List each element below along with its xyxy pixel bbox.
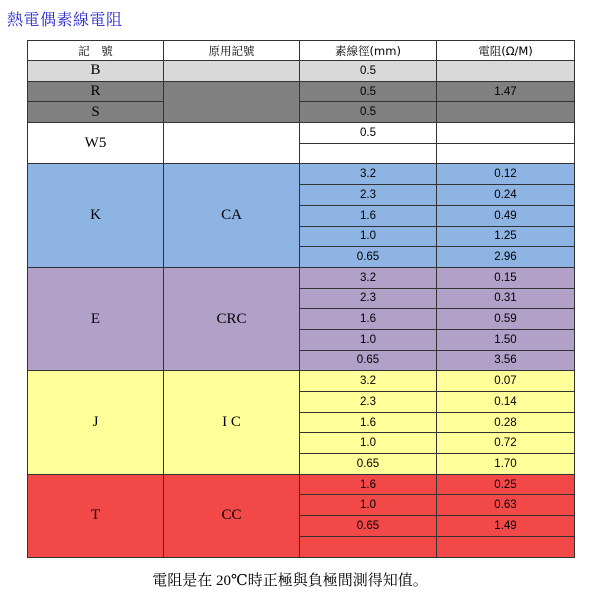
legacy-code — [164, 61, 300, 82]
header-code: 記 號 — [28, 41, 164, 61]
header-resistance: 電阻(Ω/M) — [437, 41, 575, 61]
legacy-code: CA — [164, 164, 300, 267]
thermocouple-code: W5 — [28, 123, 164, 164]
resistance-cell — [437, 123, 575, 144]
table-row — [28, 81, 575, 102]
thermocouple-code: B — [28, 61, 164, 82]
wire-diameter-cell: 0.5 — [300, 123, 437, 144]
resistance-cell: 0.72 — [437, 433, 575, 454]
resistance-table — [27, 40, 575, 558]
resistance-cell: 1.50 — [437, 329, 575, 350]
thermocouple-code: K — [28, 164, 164, 267]
resistance-cell: 0.07 — [437, 371, 575, 392]
resistance-cell: 0.12 — [437, 164, 575, 185]
legacy-code — [164, 81, 300, 122]
wire-diameter-cell: 1.6 — [300, 474, 437, 495]
table-header-row — [28, 41, 575, 61]
wire-diameter-cell: 0.5 — [300, 102, 437, 123]
wire-diameter-cell: 2.3 — [300, 288, 437, 309]
thermocouple-code: E — [28, 267, 164, 370]
wire-diameter-cell: 0.65 — [300, 247, 437, 268]
wire-diameter-cell: 1.0 — [300, 495, 437, 516]
wire-diameter-cell: 3.2 — [300, 267, 437, 288]
wire-diameter-cell: 1.0 — [300, 433, 437, 454]
footnote: 電阻是在 20℃時正極與負極間測得知值。 — [152, 573, 428, 589]
table-row — [28, 164, 575, 185]
table-row — [28, 123, 575, 144]
resistance-cell: 0.28 — [437, 412, 575, 433]
thermocouple-code: R — [28, 81, 164, 102]
legacy-code: CC — [164, 474, 300, 557]
resistance-cell: 0.25 — [437, 474, 575, 495]
table-row — [28, 61, 575, 82]
table-row — [28, 102, 575, 123]
thermocouple-code: S — [28, 102, 164, 123]
wire-diameter-cell: 0.65 — [300, 516, 437, 537]
resistance-cell: 0.49 — [437, 205, 575, 226]
wire-diameter-cell — [300, 536, 437, 557]
resistance-cell — [437, 143, 575, 164]
table-body — [28, 61, 575, 558]
header-wire-diameter: 素線徑(mm) — [300, 41, 437, 61]
wire-diameter-cell: 0.65 — [300, 350, 437, 371]
wire-diameter-cell — [300, 143, 437, 164]
wire-diameter-cell: 0.65 — [300, 454, 437, 475]
wire-diameter-cell: 1.6 — [300, 205, 437, 226]
wire-diameter-cell: 1.6 — [300, 309, 437, 330]
page-title: 熱電偶素線電阻 — [7, 10, 123, 29]
thermocouple-code: J — [28, 371, 164, 474]
legacy-code — [164, 123, 300, 164]
resistance-cell: 0.15 — [437, 267, 575, 288]
resistance-cell: 0.24 — [437, 185, 575, 206]
wire-diameter-cell: 2.3 — [300, 392, 437, 413]
wire-diameter-cell: 1.0 — [300, 226, 437, 247]
table-row — [28, 474, 575, 495]
table-row — [28, 267, 575, 288]
resistance-cell: 0.14 — [437, 392, 575, 413]
resistance-cell — [437, 536, 575, 557]
wire-diameter-cell: 0.5 — [300, 61, 437, 82]
resistance-cell: 1.25 — [437, 226, 575, 247]
resistance-cell: 0.59 — [437, 309, 575, 330]
wire-diameter-cell: 3.2 — [300, 164, 437, 185]
resistance-cell — [437, 102, 575, 123]
resistance-cell: 0.31 — [437, 288, 575, 309]
wire-diameter-cell: 2.3 — [300, 185, 437, 206]
wire-diameter-cell: 1.0 — [300, 329, 437, 350]
header-legacy-code: 原用記號 — [164, 41, 300, 61]
resistance-cell — [437, 61, 575, 82]
resistance-cell: 1.70 — [437, 454, 575, 475]
thermocouple-code: T — [28, 474, 164, 557]
legacy-code: CRC — [164, 267, 300, 370]
resistance-cell: 3.56 — [437, 350, 575, 371]
resistance-cell: 2.96 — [437, 247, 575, 268]
resistance-cell: 0.63 — [437, 495, 575, 516]
wire-diameter-cell: 1.6 — [300, 412, 437, 433]
table-row — [28, 371, 575, 392]
resistance-cell: 1.49 — [437, 516, 575, 537]
wire-diameter-cell: 3.2 — [300, 371, 437, 392]
wire-diameter-cell: 0.5 — [300, 81, 437, 102]
resistance-cell: 1.47 — [437, 81, 575, 102]
legacy-code: I C — [164, 371, 300, 474]
